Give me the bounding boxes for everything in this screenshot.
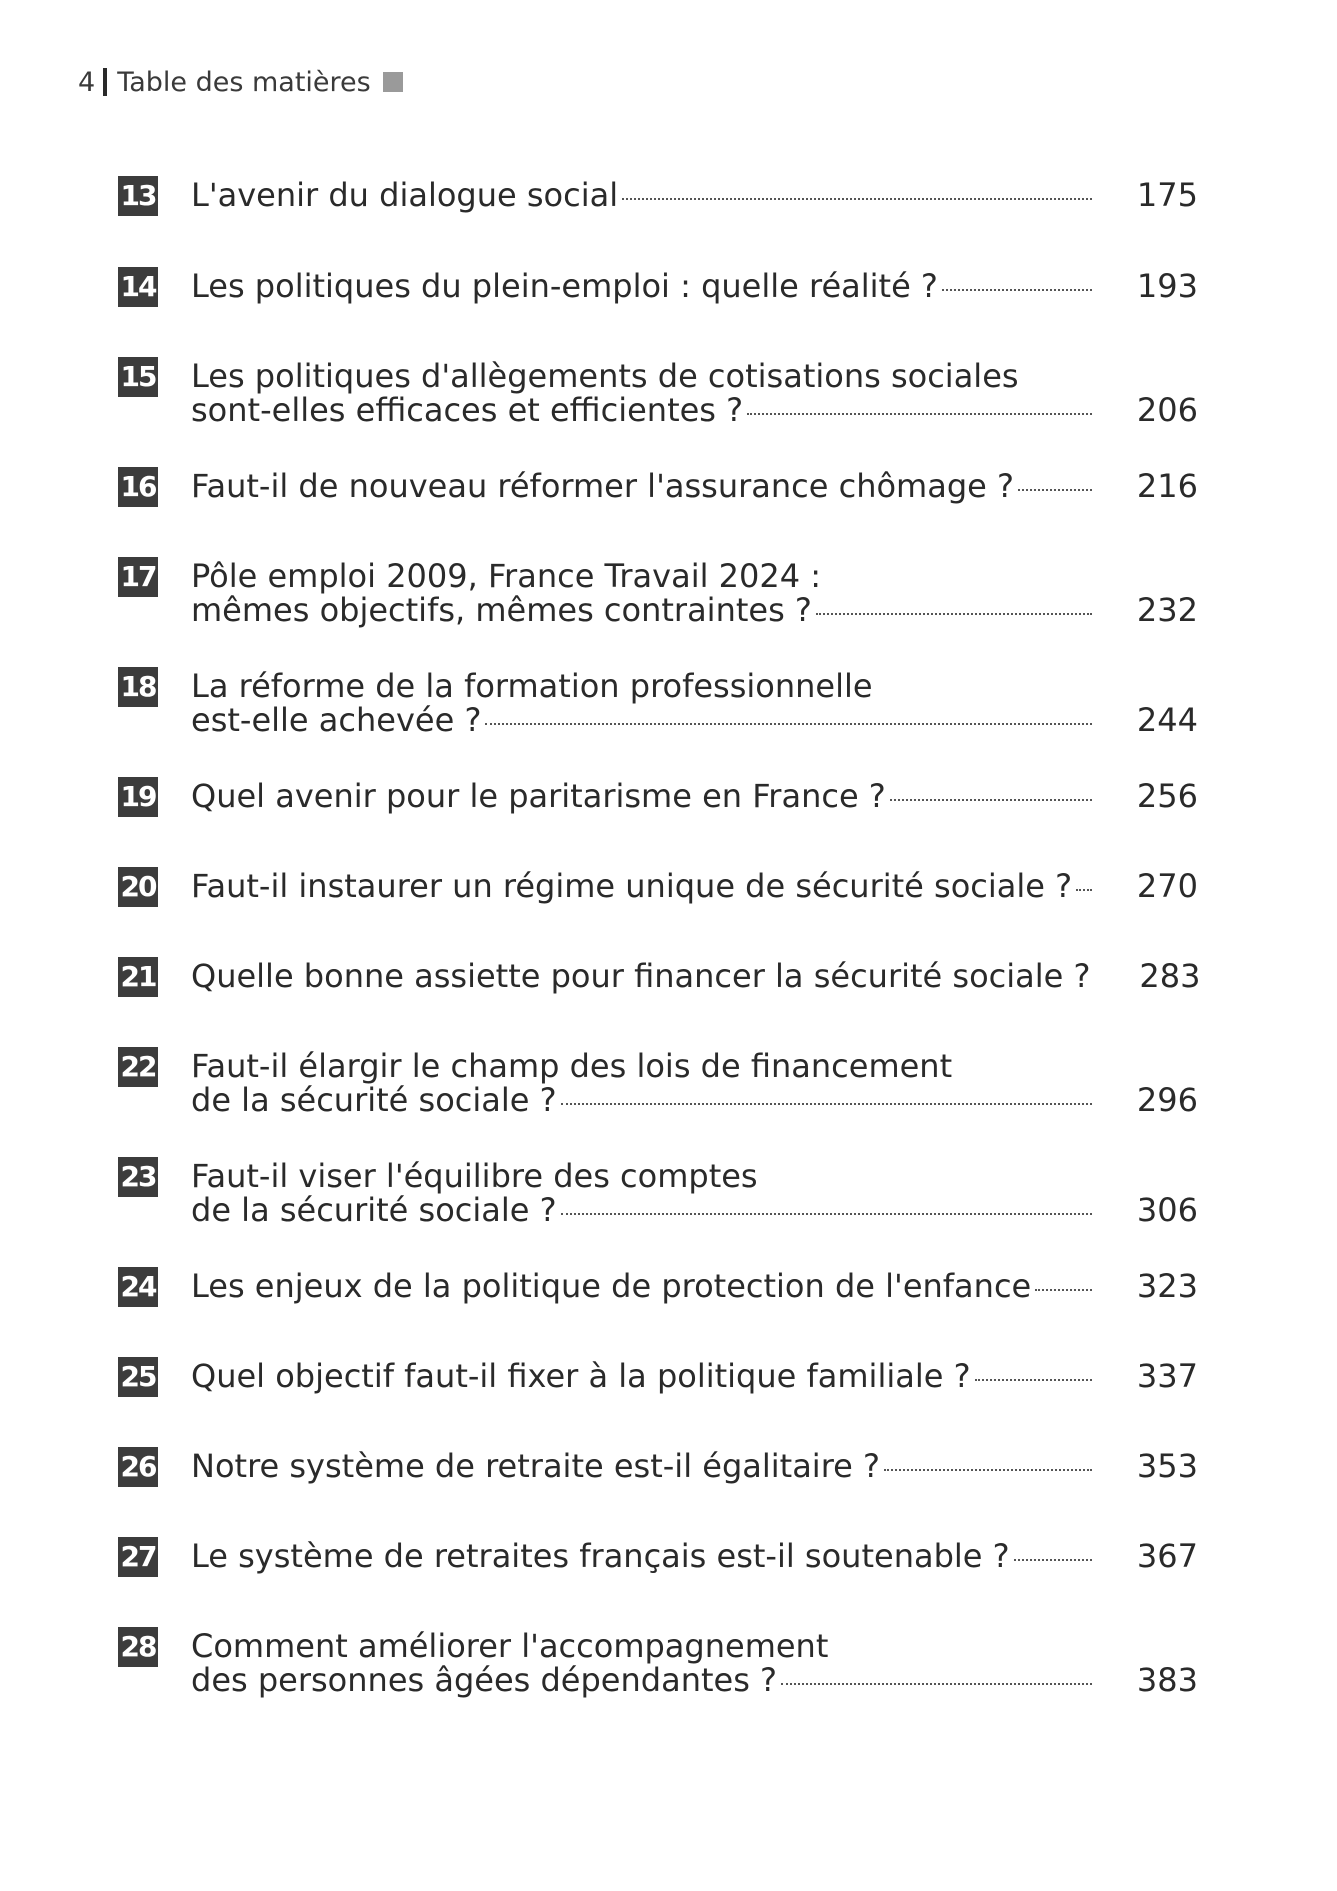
dot-leader bbox=[942, 289, 1092, 291]
chapter-number-badge: 19 bbox=[118, 777, 158, 817]
dot-leader bbox=[781, 1683, 1092, 1685]
dot-leader bbox=[485, 723, 1092, 725]
chapter-title-line: Pôle emploi 2009, France Travail 2024 : bbox=[191, 557, 822, 595]
page-number: 216 bbox=[1136, 467, 1198, 505]
chapter-number-badge: 22 bbox=[118, 1047, 158, 1087]
dot-leader bbox=[975, 1379, 1092, 1381]
page-number: 193 bbox=[1136, 267, 1198, 305]
running-header bbox=[78, 62, 403, 102]
chapter-title-line: mêmes objectifs, mêmes contraintes ? bbox=[191, 591, 812, 629]
page-number: 256 bbox=[1136, 777, 1198, 815]
chapter-title bbox=[191, 869, 1198, 903]
chapter-title-line: Faut-il élargir le champ des lois de financement bbox=[191, 1047, 953, 1085]
chapter-number-badge: 14 bbox=[118, 267, 158, 307]
chapter-title-line: Quelle bonne assiette pour financer la sécurité sociale ? bbox=[191, 957, 1091, 995]
chapter-number-badge: 18 bbox=[118, 667, 158, 707]
page-number: 353 bbox=[1136, 1447, 1198, 1485]
dot-leader bbox=[561, 1103, 1092, 1105]
chapter-number-badge: 27 bbox=[118, 1537, 158, 1577]
page-number: 270 bbox=[1136, 867, 1198, 905]
header-section-title: Table des matières bbox=[117, 66, 371, 98]
chapter-title bbox=[191, 957, 1201, 995]
chapter-title-line: L'avenir du dialogue social bbox=[191, 176, 619, 214]
chapter-title bbox=[191, 359, 1198, 427]
chapter-title bbox=[191, 1049, 1198, 1117]
chapter-number-badge: 15 bbox=[118, 357, 158, 397]
chapter-title-line: Notre système de retraite est-il égalitaire ? bbox=[191, 1447, 880, 1485]
page-number: 367 bbox=[1136, 1537, 1198, 1575]
chapter-number-badge: 26 bbox=[118, 1447, 158, 1487]
dot-leader bbox=[884, 1469, 1092, 1471]
chapter-title-line: Faut-il instaurer un régime unique de sécurité sociale ? bbox=[191, 867, 1073, 905]
chapter-number-badge: 23 bbox=[118, 1157, 158, 1197]
chapter-title-line: Les politiques d'allègements de cotisations sociales bbox=[191, 357, 1019, 395]
chapter-title-line: Les politiques du plein-emploi : quelle réalité ? bbox=[191, 267, 938, 305]
chapter-number-badge: 16 bbox=[118, 467, 158, 507]
chapter-title-line: Les enjeux de la politique de protection de l'enfance bbox=[191, 1267, 1032, 1305]
header-page-number: 4 bbox=[78, 66, 96, 98]
chapter-title-line: Faut-il de nouveau réformer l'assurance chômage ? bbox=[191, 467, 1014, 505]
dot-leader bbox=[1014, 1559, 1092, 1561]
chapter-title bbox=[191, 178, 1198, 212]
chapter-title-line: est-elle achevée ? bbox=[191, 701, 482, 739]
chapter-title-line: Comment améliorer l'accompagnement bbox=[191, 1627, 829, 1665]
chapter-number-badge: 28 bbox=[118, 1627, 158, 1667]
chapter-title bbox=[191, 1359, 1198, 1393]
dot-leader bbox=[1035, 1289, 1092, 1291]
header-square-icon bbox=[383, 72, 403, 92]
page-number: 323 bbox=[1136, 1267, 1198, 1305]
chapter-title bbox=[191, 1629, 1198, 1697]
dot-leader bbox=[890, 799, 1092, 801]
dot-leader bbox=[561, 1213, 1092, 1215]
chapter-title bbox=[191, 669, 1198, 737]
chapter-title bbox=[191, 469, 1198, 503]
page-number: 337 bbox=[1136, 1357, 1198, 1395]
dot-leader bbox=[747, 413, 1092, 415]
header-divider bbox=[103, 68, 107, 96]
page-number: 306 bbox=[1136, 1191, 1198, 1229]
chapter-title-line: Quel objectif faut-il fixer à la politique familiale ? bbox=[191, 1357, 971, 1395]
chapter-title bbox=[191, 559, 1198, 627]
chapter-number-badge: 20 bbox=[118, 867, 158, 907]
chapter-number-badge: 17 bbox=[118, 557, 158, 597]
dot-leader bbox=[622, 198, 1092, 200]
chapter-title bbox=[191, 1159, 1198, 1227]
page-number: 175 bbox=[1136, 176, 1198, 214]
page-number: 383 bbox=[1136, 1661, 1198, 1699]
chapter-number-badge: 13 bbox=[118, 176, 158, 216]
dot-leader bbox=[1018, 489, 1092, 491]
dot-leader bbox=[816, 613, 1092, 615]
chapter-title-line: des personnes âgées dépendantes ? bbox=[191, 1661, 778, 1699]
page-number: 296 bbox=[1136, 1081, 1198, 1119]
chapter-number-badge: 24 bbox=[118, 1267, 158, 1307]
chapter-title bbox=[191, 1539, 1198, 1573]
chapter-title bbox=[191, 1269, 1198, 1303]
chapter-title-line: sont-elles efficaces et efficientes ? bbox=[191, 391, 744, 429]
page-number: 232 bbox=[1136, 591, 1198, 629]
chapter-title-line: La réforme de la formation professionnelle bbox=[191, 667, 873, 705]
dot-leader bbox=[1076, 889, 1092, 891]
chapter-number-badge: 21 bbox=[118, 957, 158, 997]
chapter-title bbox=[191, 1449, 1198, 1483]
page-number: 283 bbox=[1139, 957, 1201, 995]
page-number: 206 bbox=[1136, 391, 1198, 429]
chapter-title-line: Le système de retraites français est-il soutenable ? bbox=[191, 1537, 1010, 1575]
page-number: 244 bbox=[1136, 701, 1198, 739]
chapter-title bbox=[191, 779, 1198, 813]
chapter-title-line: de la sécurité sociale ? bbox=[191, 1191, 557, 1229]
chapter-number-badge: 25 bbox=[118, 1357, 158, 1397]
chapter-title-line: Quel avenir pour le paritarisme en France ? bbox=[191, 777, 886, 815]
chapter-title-line: Faut-il viser l'équilibre des comptes bbox=[191, 1157, 758, 1195]
chapter-title bbox=[191, 269, 1198, 303]
chapter-title-line: de la sécurité sociale ? bbox=[191, 1081, 557, 1119]
